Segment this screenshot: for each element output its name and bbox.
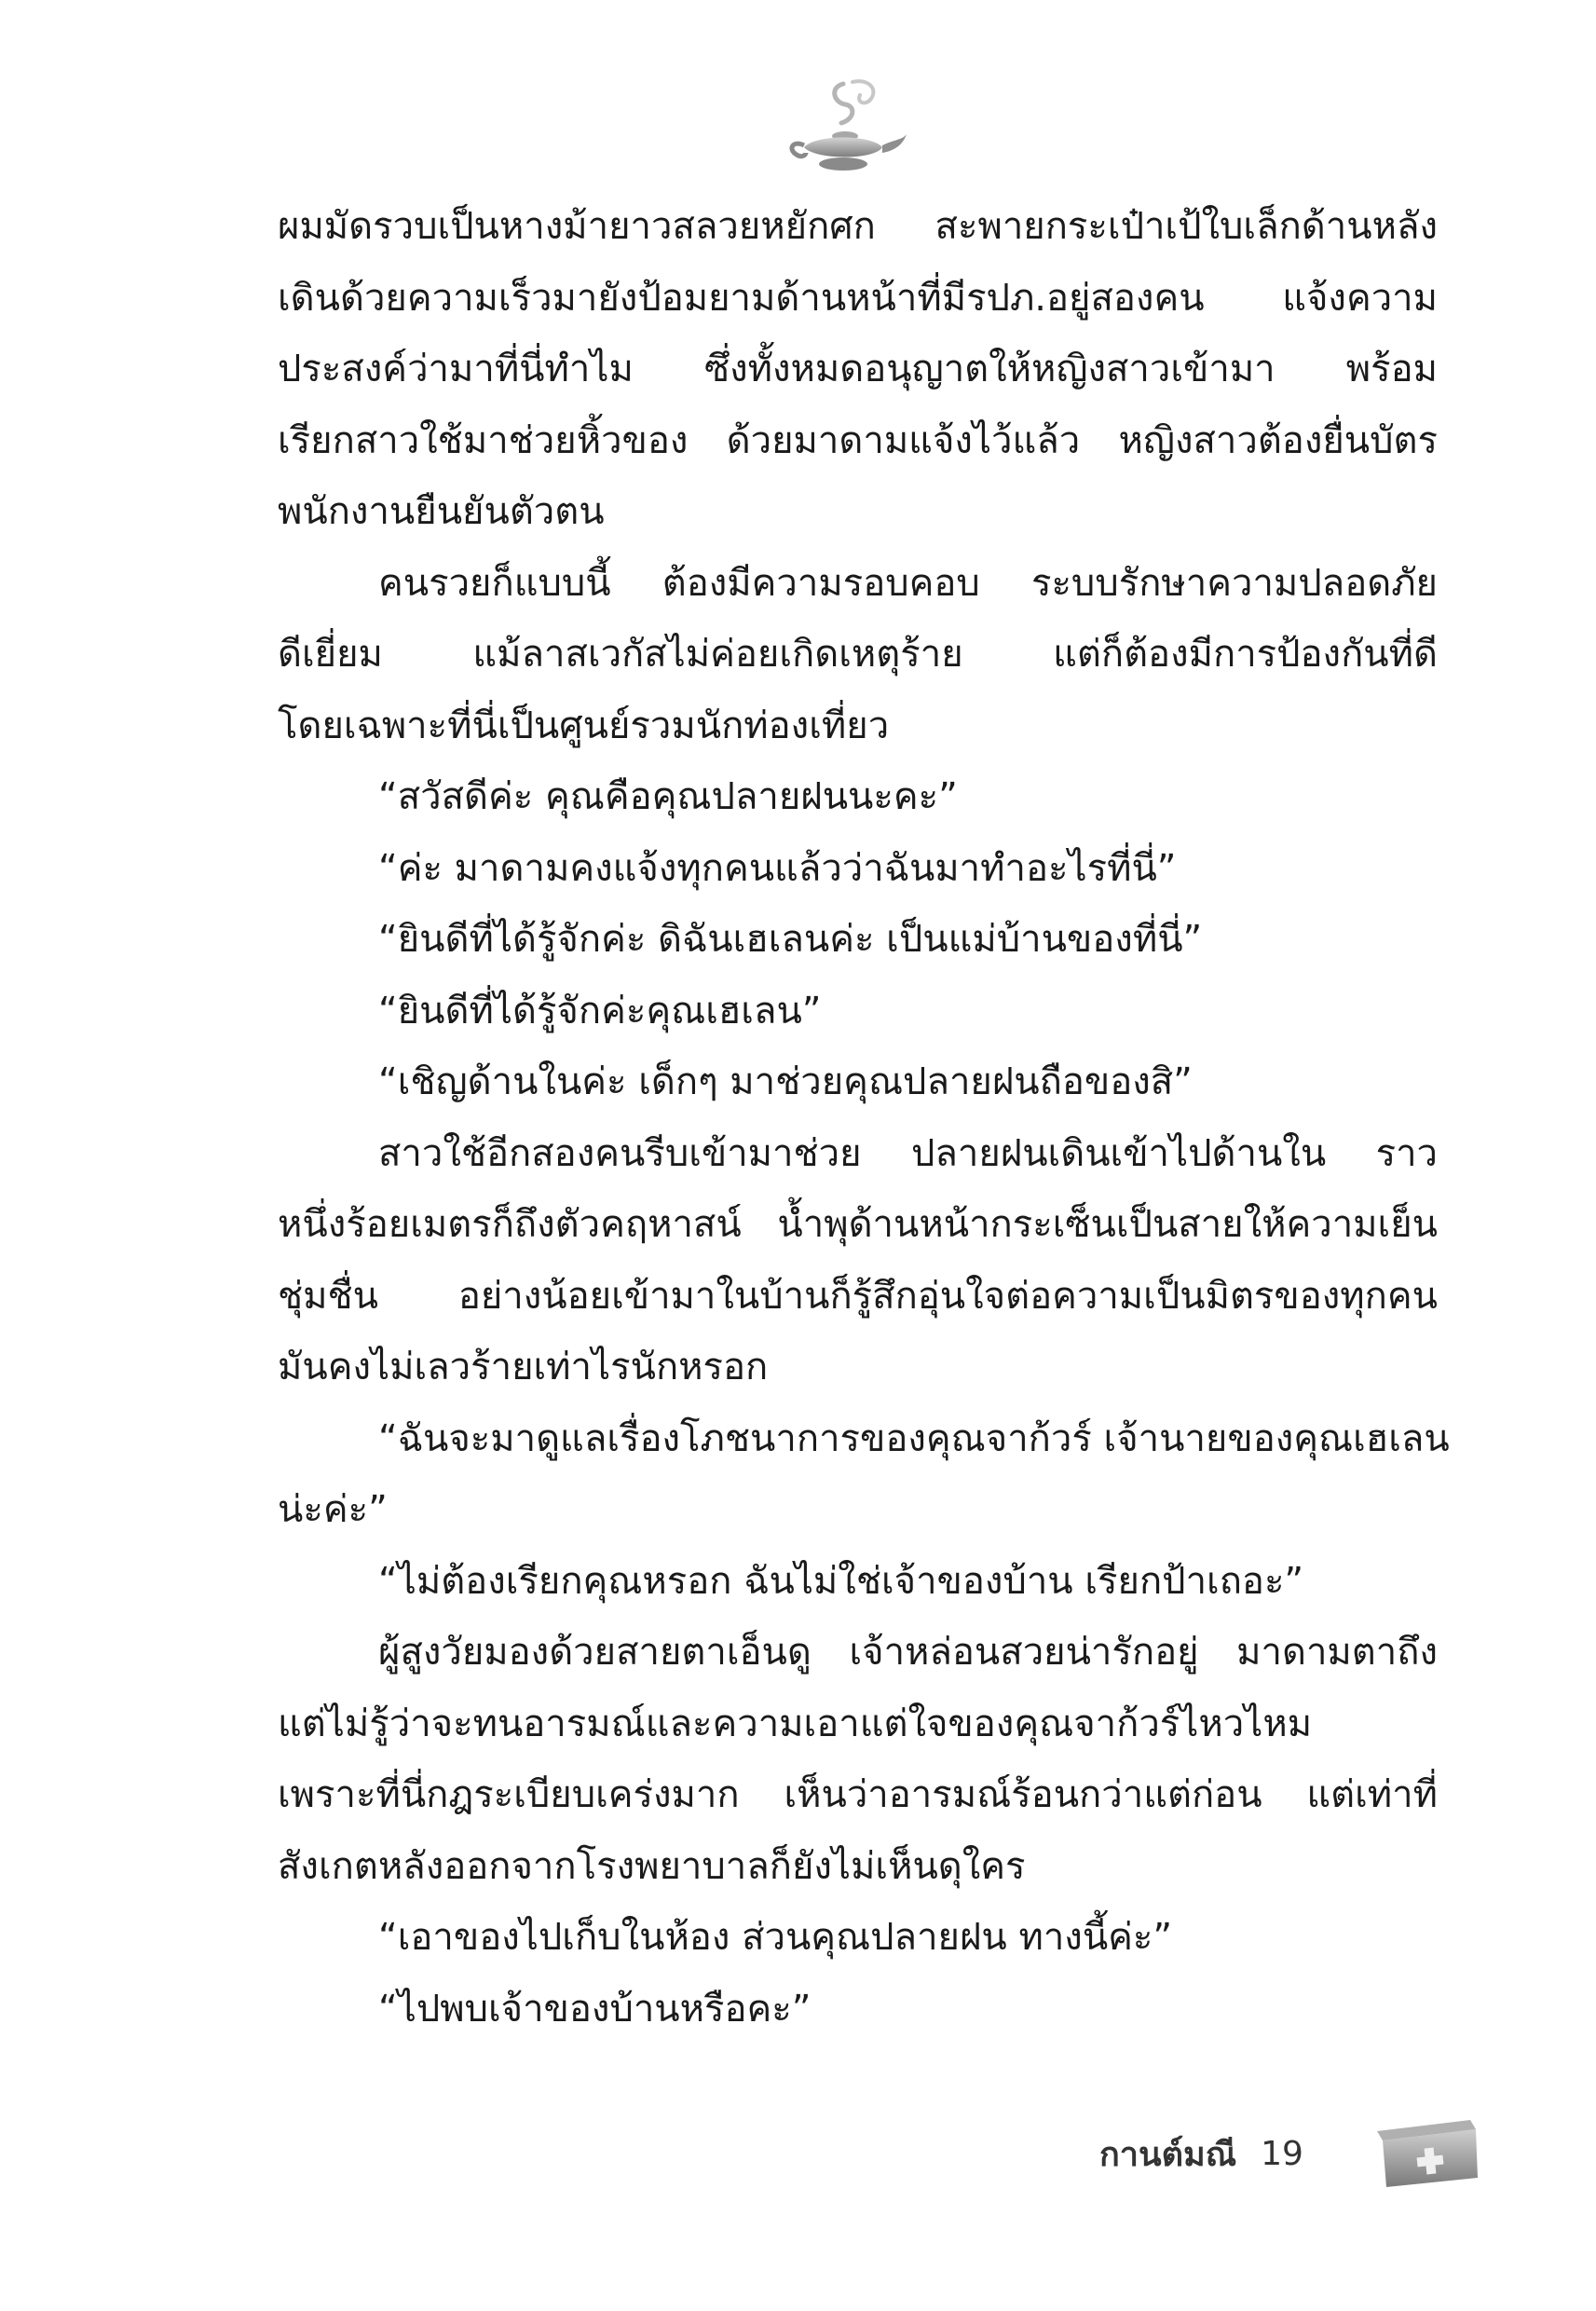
text-line: น่ะค่ะ”	[278, 1488, 388, 1531]
text-line: ผู้สูงวัยมองด้วยสายตาเอ็นดู เจ้าหล่อนสวยน่ารักอยู่ มาดามตาถึง	[378, 1631, 1438, 1674]
book-title: กานต์มณี	[1099, 2135, 1237, 2174]
text-line: แต่ไม่รู้ว่าจะทนอารมณ์และความเอาแต่ใจของคุณจาก้วร์ไหวไหม	[278, 1702, 1313, 1745]
text-line: โดยเฉพาะที่นี่เป็นศูนย์รวมนักท่องเที่ยว	[278, 704, 890, 747]
page-footer	[1099, 2121, 1303, 2186]
text-line: “เชิญด้านในค่ะ เด็กๆ มาช่วยคุณปลายฝนถือของสิ”	[378, 1060, 1193, 1103]
text-line: เรียกสาวใช้มาช่วยหิ้วของ ด้วยมาดามแจ้งไว้แล้ว หญิงสาวต้องยื่นบัตร	[278, 418, 1438, 462]
text-line: คนรวยก็แบบนี้ ต้องมีความรอบคอบ ระบบรักษาความปลอดภัย	[378, 561, 1438, 605]
text-line: “ค่ะ มาดามคงแจ้งทุกคนแล้วว่าฉันมาทำอะไรที่นี่”	[378, 846, 1177, 890]
text-line: ชุ่มชื่น อย่างน้อยเข้ามาในบ้านก็รู้สึกอุ่นใจต่อความเป็นมิตรของทุกคน	[278, 1274, 1438, 1318]
text-line: “เอาของไปเก็บในห้อง ส่วนคุณปลายฝน ทางนี้ค่ะ”	[378, 1916, 1173, 1959]
text-line: “ยินดีที่ได้รู้จักค่ะ ดิฉันเฮเลนค่ะ เป็นแม่บ้านของที่นี่”	[378, 918, 1203, 961]
text-line: พนักงานยืนยันตัวตน	[278, 490, 605, 533]
first-aid-kit-icon	[1370, 2111, 1481, 2190]
text-line: เพราะที่นี่กฎระเบียบเคร่งมาก เห็นว่าอารมณ์ร้อนกว่าแต่ก่อน แต่เท่าที่	[278, 1773, 1438, 1816]
genie-lamp-icon	[778, 75, 908, 177]
page-number: 19	[1261, 2134, 1303, 2173]
text-line: ผมมัดรวบเป็นหางม้ายาวสลวยหยักศก สะพายกระเป๋าเป้ใบเล็กด้านหลัง	[278, 205, 1438, 248]
text-line: “ยินดีที่ได้รู้จักค่ะคุณเฮเลน”	[378, 989, 822, 1032]
text-line: สาวใช้อีกสองคนรีบเข้ามาช่วย ปลายฝนเดินเข้าไปด้านใน ราว	[378, 1131, 1438, 1175]
text-line: เดินด้วยความเร็วมายังป้อมยามด้านหน้าที่มีรปภ.อยู่สองคน แจ้งความ	[278, 276, 1438, 320]
text-line: มันคงไม่เลวร้ายเท่าไรนักหรอก	[278, 1346, 769, 1388]
text-line: ประสงค์ว่ามาที่นี่ทำไม ซึ่งทั้งหมดอนุญาตให้หญิงสาวเข้ามา พร้อม	[278, 348, 1438, 390]
text-line: ดีเยี่ยม แม้ลาสเวกัสไม่ค่อยเกิดเหตุร้าย แต่ก็ต้องมีการป้องกันที่ดี	[278, 633, 1438, 676]
text-line: “ไม่ต้องเรียกคุณหรอก ฉันไม่ใช่เจ้าของบ้าน เรียกป้าเถอะ”	[378, 1559, 1304, 1603]
text-line: “ไปพบเจ้าของบ้านหรือคะ”	[378, 1987, 812, 2031]
text-line: หนึ่งร้อยเมตรก็ถึงตัวคฤหาสน์ น้ำพุด้านหน้ากระเซ็นเป็นสายให้ความเย็น	[278, 1203, 1438, 1246]
body-text	[278, 191, 1450, 2044]
text-line: สังเกตหลังออกจากโรงพยาบาลก็ยังไม่เห็นดุใคร	[278, 1844, 1026, 1888]
text-line: “ฉันจะมาดูแลเรื่องโภชนาการของคุณจาก้วร์ เจ้านายของคุณเฮเลน	[378, 1416, 1450, 1460]
text-line: “สวัสดีค่ะ คุณคือคุณปลายฝนนะคะ”	[378, 775, 958, 818]
